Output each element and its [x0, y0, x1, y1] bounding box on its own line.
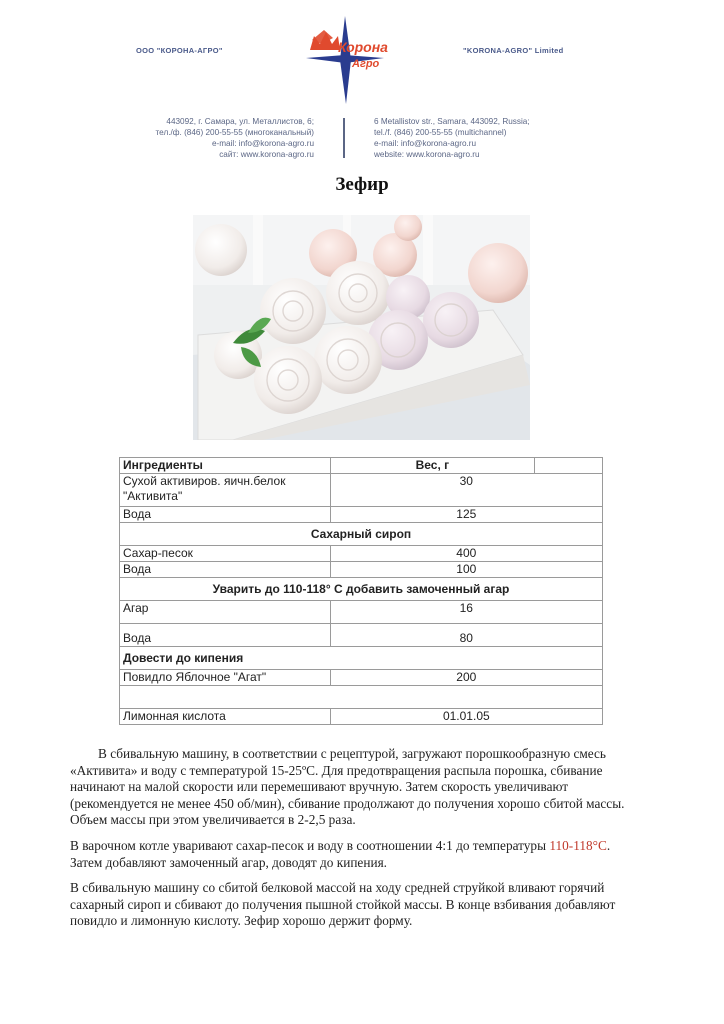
ingredient-name: Сухой активиров. яичн.белок "Активита"	[120, 474, 331, 507]
ingredient-name: Сахар-песок	[120, 546, 331, 562]
ingredient-name: Вода	[120, 624, 331, 647]
section-title: Уварить до 110-118° С добавить замоченный агар	[120, 578, 603, 601]
address-en-line: e-mail: info@korona-agro.ru	[374, 139, 477, 148]
ingredient-name: Вода	[120, 562, 331, 578]
address-block-ru	[156, 116, 314, 160]
ingredient-weight: 100	[330, 562, 602, 578]
instruction-paragraph-1: В сбивальную машину, в соответствии с рецептурой, загружают порошкообразную смесь «Активита» и воду с температурой 15-25ºС. Для предотвращения распыла порошка, сбивание начинают на малой скорости или перемешивают вручную. Затем скорость увеличивают (рекомендуется не менее 450 об/мин), сбивание продолжают до получения хорошо сбитой массы. Объем массы при этом увеличивается в 2-2,5 раза.	[70, 746, 625, 827]
recipe-table	[119, 457, 603, 725]
ingredient-name: Повидло Яблочное "Агат"	[120, 670, 331, 686]
address-en-line: 6 Metallistov str., Samara, 443092, Russia;	[374, 117, 530, 126]
page-title: Зефир	[335, 174, 389, 195]
crown-icon	[310, 32, 340, 50]
logo-text-line1: Корона	[338, 39, 388, 55]
section-title: Сахарный сироп	[120, 523, 603, 546]
address-en-line: website: www.korona-agro.ru	[374, 150, 480, 159]
table-row	[120, 507, 603, 523]
ingredient-weight: 30	[330, 474, 602, 507]
table-header-row	[120, 458, 603, 474]
table-cell	[535, 458, 603, 474]
table-section-row	[120, 647, 603, 670]
address-ru-line: e-mail: info@korona-agro.ru	[211, 139, 314, 148]
logo-text-line2: Агро	[352, 58, 380, 70]
instruction-paragraph-3: В сбивальную машину со сбитой белковой массой на ходу средней струйкой вливают горячий сахарный сироп и сбивают до получения пышной стойкой массы. В конце взбивания добавляют повидло и лимонную кислоту. Зефир хорошо держит форму.	[70, 880, 616, 928]
ingredient-weight: 16	[330, 601, 602, 624]
ingredient-weight: 80	[330, 624, 602, 647]
address-ru-line: сайт: www.korona-agro.ru	[219, 150, 314, 159]
instruction-paragraph-2	[70, 838, 630, 871]
section-title: Довести до кипения	[120, 647, 603, 670]
table-section-row	[120, 523, 603, 546]
table-row	[120, 709, 603, 725]
weight-header: Вес, г	[330, 458, 535, 474]
address-block-en	[374, 116, 530, 160]
ingredient-name: Вода	[120, 507, 331, 523]
ingredient-weight: 200	[330, 670, 602, 686]
table-row	[120, 562, 603, 578]
ingredient-weight: 125	[330, 507, 602, 523]
table-section-row	[120, 578, 603, 601]
address-ru-line: 443092, г. Самара, ул. Металлистов, 6;	[166, 117, 314, 126]
company-name-ru: ООО "КОРОНА-АГРО"	[136, 46, 223, 55]
table-row	[120, 474, 603, 507]
zefir-photo	[193, 215, 530, 440]
ingredient-name: Лимонная кислота	[120, 709, 331, 725]
table-row	[120, 624, 603, 647]
address-ru-line: тел./ф. (846) 200-55-55 (многоканальный)	[155, 128, 314, 137]
ingredient-weight: 400	[330, 546, 602, 562]
temperature-highlight: 110-118°С	[549, 838, 607, 853]
korona-agro-logo	[300, 12, 415, 112]
company-name-en: "KORONA-AGRO" Limited	[463, 46, 564, 55]
paragraph-text: . Затем добавляют замоченный агар, доводят до кипения.	[70, 838, 611, 870]
table-row	[120, 546, 603, 562]
ingredients-header: Ингредиенты	[120, 458, 331, 474]
table-cell	[120, 686, 603, 709]
address-en-line: tel./f. (846) 200-55-55 (multichannel)	[374, 128, 507, 137]
ingredient-name: Агар	[120, 601, 331, 624]
paragraph-text: В варочном котле уваривают сахар-песок и воду в соотношении 4:1 до температуры	[70, 838, 550, 853]
table-row	[120, 601, 603, 624]
ingredient-weight: 01.01.05	[330, 709, 602, 725]
table-empty-row	[120, 686, 603, 709]
table-row	[120, 670, 603, 686]
header-divider	[343, 118, 345, 158]
